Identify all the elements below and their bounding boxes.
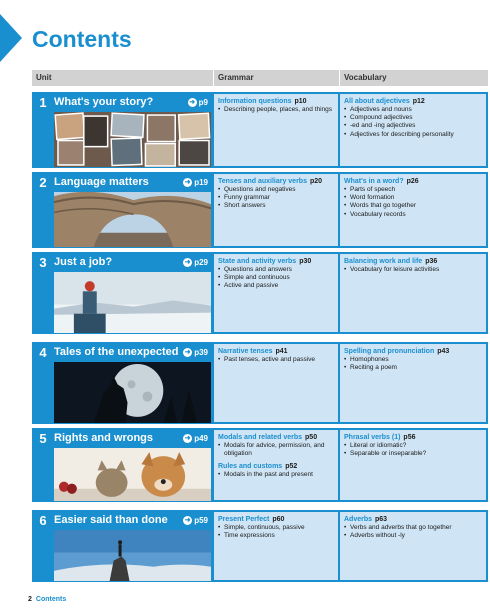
- list-item: • Vocabulary for leisure activities: [344, 266, 482, 274]
- arrow-circle-icon: ➜: [184, 178, 191, 186]
- list-item: • Word formation: [344, 194, 482, 202]
- unit-page-link[interactable]: [183, 516, 212, 525]
- unit-row-1[interactable]: [32, 92, 488, 168]
- section-title-text: All about adjectives: [344, 98, 410, 105]
- unit-row-4[interactable]: [32, 342, 488, 424]
- section-title-text: State and activity verbs: [218, 258, 297, 265]
- list-item: • Vocabulary records: [344, 211, 482, 219]
- list-item: • Questions and negatives: [218, 186, 334, 194]
- list-item: • Describing people, places, and things: [218, 106, 334, 114]
- list-item: • Funny grammar: [218, 194, 334, 202]
- footer-label: Contents: [35, 596, 67, 603]
- unit-panel: [32, 252, 212, 334]
- grammar-section-title[interactable]: [218, 347, 334, 356]
- vocabulary-section-title[interactable]: [344, 257, 482, 266]
- section-page-number: p20: [309, 178, 323, 185]
- unit-row-3[interactable]: [32, 252, 488, 334]
- arrow-circle-icon: ➜: [184, 348, 191, 356]
- grammar-section-title[interactable]: [218, 177, 334, 186]
- vocabulary-section-title[interactable]: [344, 347, 482, 356]
- grammar-cell: [212, 252, 338, 334]
- page-title: Contents: [32, 26, 132, 52]
- page-footer: [28, 596, 66, 603]
- list-item: • Literal or idiomatic?: [344, 442, 482, 450]
- unit-title: Easier said than done: [54, 514, 168, 526]
- grammar-section-title[interactable]: [218, 462, 334, 471]
- unit-page-link[interactable]: [183, 434, 212, 443]
- unit-number: 4: [39, 344, 47, 360]
- section-title-text: What's in a word?: [344, 178, 404, 185]
- unit-page-number: p59: [194, 515, 208, 525]
- section-page-number: p30: [299, 258, 312, 265]
- unit-page-number: p19: [194, 177, 208, 187]
- section-page-number: p41: [275, 348, 288, 355]
- section-page-number: p26: [406, 178, 419, 185]
- section-page-number: p43: [437, 348, 450, 355]
- list-item: • Modals in the past and present: [218, 471, 334, 479]
- section-title-text: Tenses and auxiliary verbs: [218, 178, 307, 185]
- unit-number: 1: [39, 94, 47, 110]
- vocabulary-cell: [338, 428, 488, 502]
- section-page-number: p60: [272, 516, 285, 523]
- list-item: • Short answers: [218, 202, 334, 210]
- section-title-text: Present Perfect: [218, 516, 270, 523]
- section-page-number: p56: [403, 434, 416, 441]
- grammar-cell: [212, 92, 338, 168]
- footer-page-number: 2: [28, 596, 32, 603]
- section-page-number: p12: [412, 98, 425, 105]
- unit-page-number: p39: [194, 347, 208, 357]
- list-item: • Active and passive: [218, 282, 334, 290]
- grammar-cell: [212, 428, 338, 502]
- grammar-section-title[interactable]: [218, 515, 334, 524]
- list-item: • Simple and continuous: [218, 274, 334, 282]
- unit-title: Just a job?: [54, 256, 113, 268]
- list-item: • Separable or inseparable?: [344, 450, 482, 458]
- section-page-number: p63: [375, 516, 388, 523]
- section-page-number: p10: [294, 98, 307, 105]
- list-item: • Modals for advice, permission, and obligation: [218, 442, 334, 458]
- list-item: • Simple, continuous, passive: [218, 524, 334, 532]
- unit-page-link[interactable]: [183, 348, 212, 357]
- unit-panel: [32, 172, 212, 248]
- section-title-text: Modals and related verbs: [218, 434, 303, 441]
- section-page-number: p36: [425, 258, 438, 265]
- vocabulary-section-title[interactable]: [344, 515, 482, 524]
- vocabulary-cell: [338, 92, 488, 168]
- unit-number: 2: [39, 174, 47, 190]
- vocabulary-cell: [338, 510, 488, 582]
- list-item: • Verbs and adverbs that go together: [344, 524, 482, 532]
- unit-title: Rights and wrongs: [54, 432, 153, 444]
- unit-row-5[interactable]: [32, 428, 488, 502]
- arrow-circle-icon: ➜: [184, 434, 191, 442]
- grammar-section-title[interactable]: [218, 97, 334, 106]
- unit-page-link[interactable]: [188, 98, 212, 107]
- grammar-cell: [212, 510, 338, 582]
- arrow-circle-icon: ➜: [184, 258, 191, 266]
- unit-row-2[interactable]: [32, 172, 488, 248]
- unit-photo-stone-arch: [54, 192, 211, 247]
- unit-page-number: p9: [198, 97, 208, 107]
- section-title-text: Information questions: [218, 98, 292, 105]
- corner-triangle-icon: [0, 14, 22, 62]
- unit-photo-cat-dog: [54, 448, 211, 501]
- section-title-text: Adverbs: [344, 516, 373, 523]
- arrow-circle-icon: ➜: [189, 98, 196, 106]
- unit-title: What's your story?: [54, 96, 154, 108]
- list-item: • Parts of speech: [344, 186, 482, 194]
- unit-row-6[interactable]: [32, 510, 488, 582]
- list-item: • Adjectives for describing personality: [344, 131, 482, 139]
- vocabulary-section-title[interactable]: [344, 433, 482, 442]
- grammar-section-title[interactable]: [218, 433, 334, 442]
- arrow-circle-icon: ➜: [184, 516, 191, 524]
- section-title-text: Phrasal verbs (1): [344, 434, 401, 441]
- list-item: • Homophones: [344, 356, 482, 364]
- unit-panel: [32, 428, 212, 502]
- vocabulary-section-title[interactable]: [344, 177, 482, 186]
- unit-photo-wolf-moon: [54, 362, 211, 423]
- unit-panel: [32, 342, 212, 424]
- unit-number: 6: [39, 512, 47, 528]
- list-item: • Reciting a poem: [344, 364, 482, 372]
- unit-panel: [32, 510, 212, 582]
- section-page-number: p52: [285, 463, 298, 471]
- unit-title: Language matters: [54, 176, 149, 188]
- unit-panel: [32, 92, 212, 168]
- list-item: • Time expressions: [218, 532, 334, 540]
- vocabulary-cell: [338, 252, 488, 334]
- header-grammar: Grammar: [213, 70, 339, 86]
- section-title-text: Narrative tenses: [218, 348, 273, 355]
- grammar-section-title[interactable]: [218, 257, 334, 266]
- list-item: • Adjectives and nouns: [344, 106, 482, 114]
- table-header: [32, 70, 488, 86]
- vocabulary-cell: [338, 172, 488, 248]
- unit-page-link[interactable]: [183, 258, 212, 267]
- vocabulary-cell: [338, 342, 488, 424]
- header-unit: Unit: [36, 73, 52, 82]
- unit-number: 5: [39, 430, 47, 446]
- list-item: • Compound adjectives: [344, 114, 482, 122]
- section-title-text: Rules and customs: [218, 463, 283, 471]
- unit-photo-climber: [54, 272, 211, 333]
- list-item: • Questions and answers: [218, 266, 334, 274]
- section-title-text: Spelling and pronunciation: [344, 348, 435, 355]
- unit-number: 3: [39, 254, 47, 270]
- list-item: • Words that go together: [344, 202, 482, 210]
- header-vocabulary: Vocabulary: [339, 70, 488, 86]
- unit-page-number: p49: [194, 433, 208, 443]
- vocabulary-section-title[interactable]: [344, 97, 482, 106]
- list-item: • Adverbs without -ly: [344, 532, 482, 540]
- unit-page-link[interactable]: [183, 178, 212, 187]
- unit-photo-collage: [54, 112, 211, 167]
- unit-photo-summit: [54, 530, 211, 581]
- list-item: • -ed and -ing adjectives: [344, 122, 482, 130]
- unit-title: Tales of the unexpected: [54, 346, 179, 358]
- list-item: • Past tenses, active and passive: [218, 356, 334, 364]
- section-title-text: Balancing work and life: [344, 258, 423, 265]
- grammar-cell: [212, 342, 338, 424]
- grammar-cell: [212, 172, 338, 248]
- unit-page-number: p29: [194, 257, 208, 267]
- section-page-number: p50: [305, 434, 318, 441]
